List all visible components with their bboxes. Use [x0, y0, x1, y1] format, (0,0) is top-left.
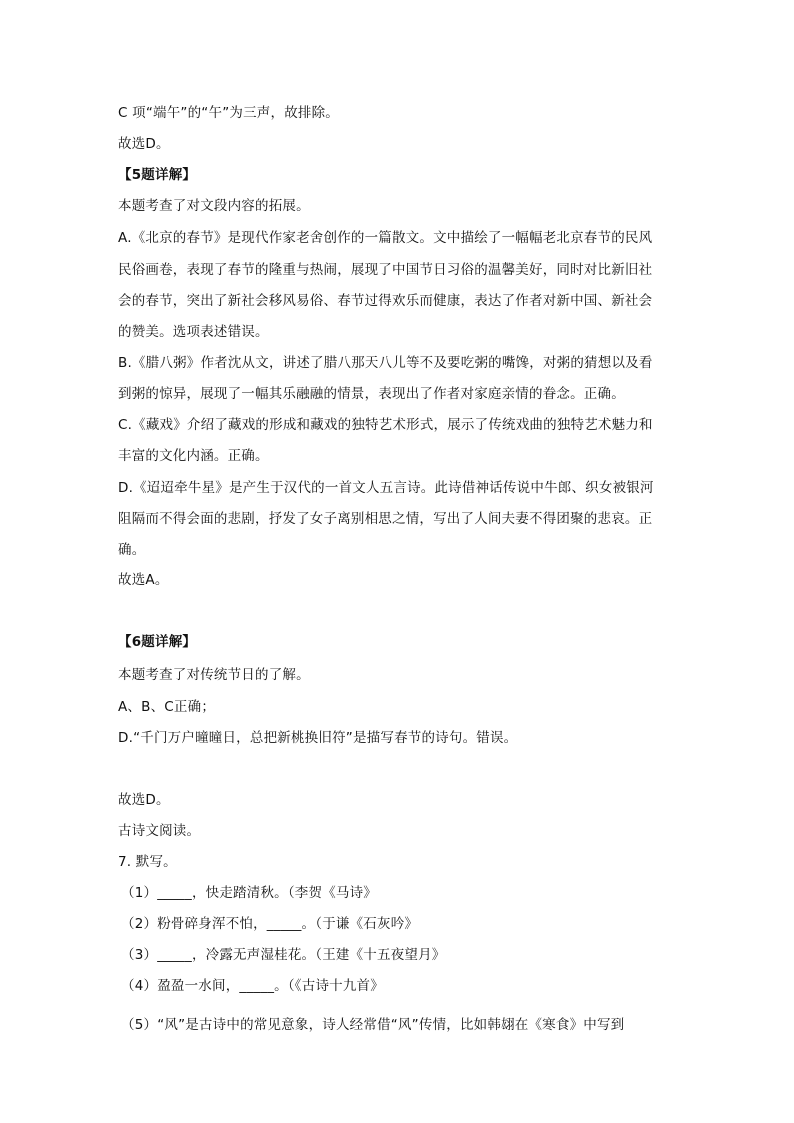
text-line: C 项“端午”的“午”为三声，故排除。 [118, 105, 339, 121]
text-line: D.《迢迢牵牛星》是产生于汉代的一首文人五言诗。此诗借神话传说中牛郎、织女被银河 [118, 480, 654, 496]
text-line: A.《北京的春节》是现代作家老舍创作的一篇散文。文中描绘了一幅幅老北京春节的民风 [118, 230, 653, 246]
text-line: 阻隔而不得会面的悲剧，抒发了女子离别相思之情，写出了人间夫妻不得团聚的悲哀。正 [118, 511, 653, 527]
question-title: 7. 默写。 [118, 854, 177, 870]
text-line: 本题考查了对文段内容的拓展。 [118, 198, 310, 214]
text-line: 故选D。 [118, 792, 170, 808]
text-line: 确。 [118, 542, 146, 558]
text-line: C.《藏戏》介绍了藏戏的形成和藏戏的独特艺术形式，展示了传统戏曲的独特艺术魅力和 [118, 417, 653, 433]
question-item-2: （2）粉骨碎身浑不怕，_____。（于谦《石灰吟》 [121, 916, 419, 932]
text-line: 到粥的惊异，展现了一幅其乐融融的情景，表现出了作者对家庭亲情的眷念。正确。 [118, 386, 625, 402]
question-item-5: （5）“风”是古诗中的常见意象，诗人经常借“风”传情，比如韩翃在《寒食》中写到 [121, 1017, 625, 1033]
section-heading-6: 【6题详解】 [118, 634, 197, 650]
text-line: A、B、C正确； [118, 699, 216, 715]
text-line: B.《腊八粥》作者沈从文，讲述了腊八那天八儿等不及要吃粥的嘴馋，对粥的猜想以及看 [118, 355, 653, 371]
text-line: 故选A。 [118, 572, 169, 588]
question-item-3: （3）_____，冷露无声湿桂花。（王建《十五夜望月》 [121, 947, 446, 963]
text-line: 古诗文阅读。 [118, 823, 201, 839]
text-line: 会的春节，突出了新社会移风易俗、春节过得欢乐而健康，表达了作者对新中国、新社会 [118, 293, 653, 309]
text-line: 民俗画卷，表现了春节的隆重与热闹，展现了中国节日习俗的温馨美好，同时对比新旧社 [118, 262, 653, 278]
text-line: 故选D。 [118, 136, 170, 152]
question-item-1: （1）_____，快走踏清秋。（李贺《马诗》 [121, 885, 377, 901]
section-heading-5: 【5题详解】 [118, 167, 197, 183]
text-line: 本题考查了对传统节日的了解。 [118, 667, 310, 683]
text-line: D.“千门万户曈曈日，总把新桃换旧符”是描写春节的诗句。错误。 [118, 730, 518, 746]
question-item-4: （4）盈盈一水间，_____。（《古诗十九首》 [121, 978, 384, 994]
text-line: 的赞美。选项表述错误。 [118, 324, 269, 340]
text-line: 丰富的文化内涵。正确。 [118, 448, 269, 464]
